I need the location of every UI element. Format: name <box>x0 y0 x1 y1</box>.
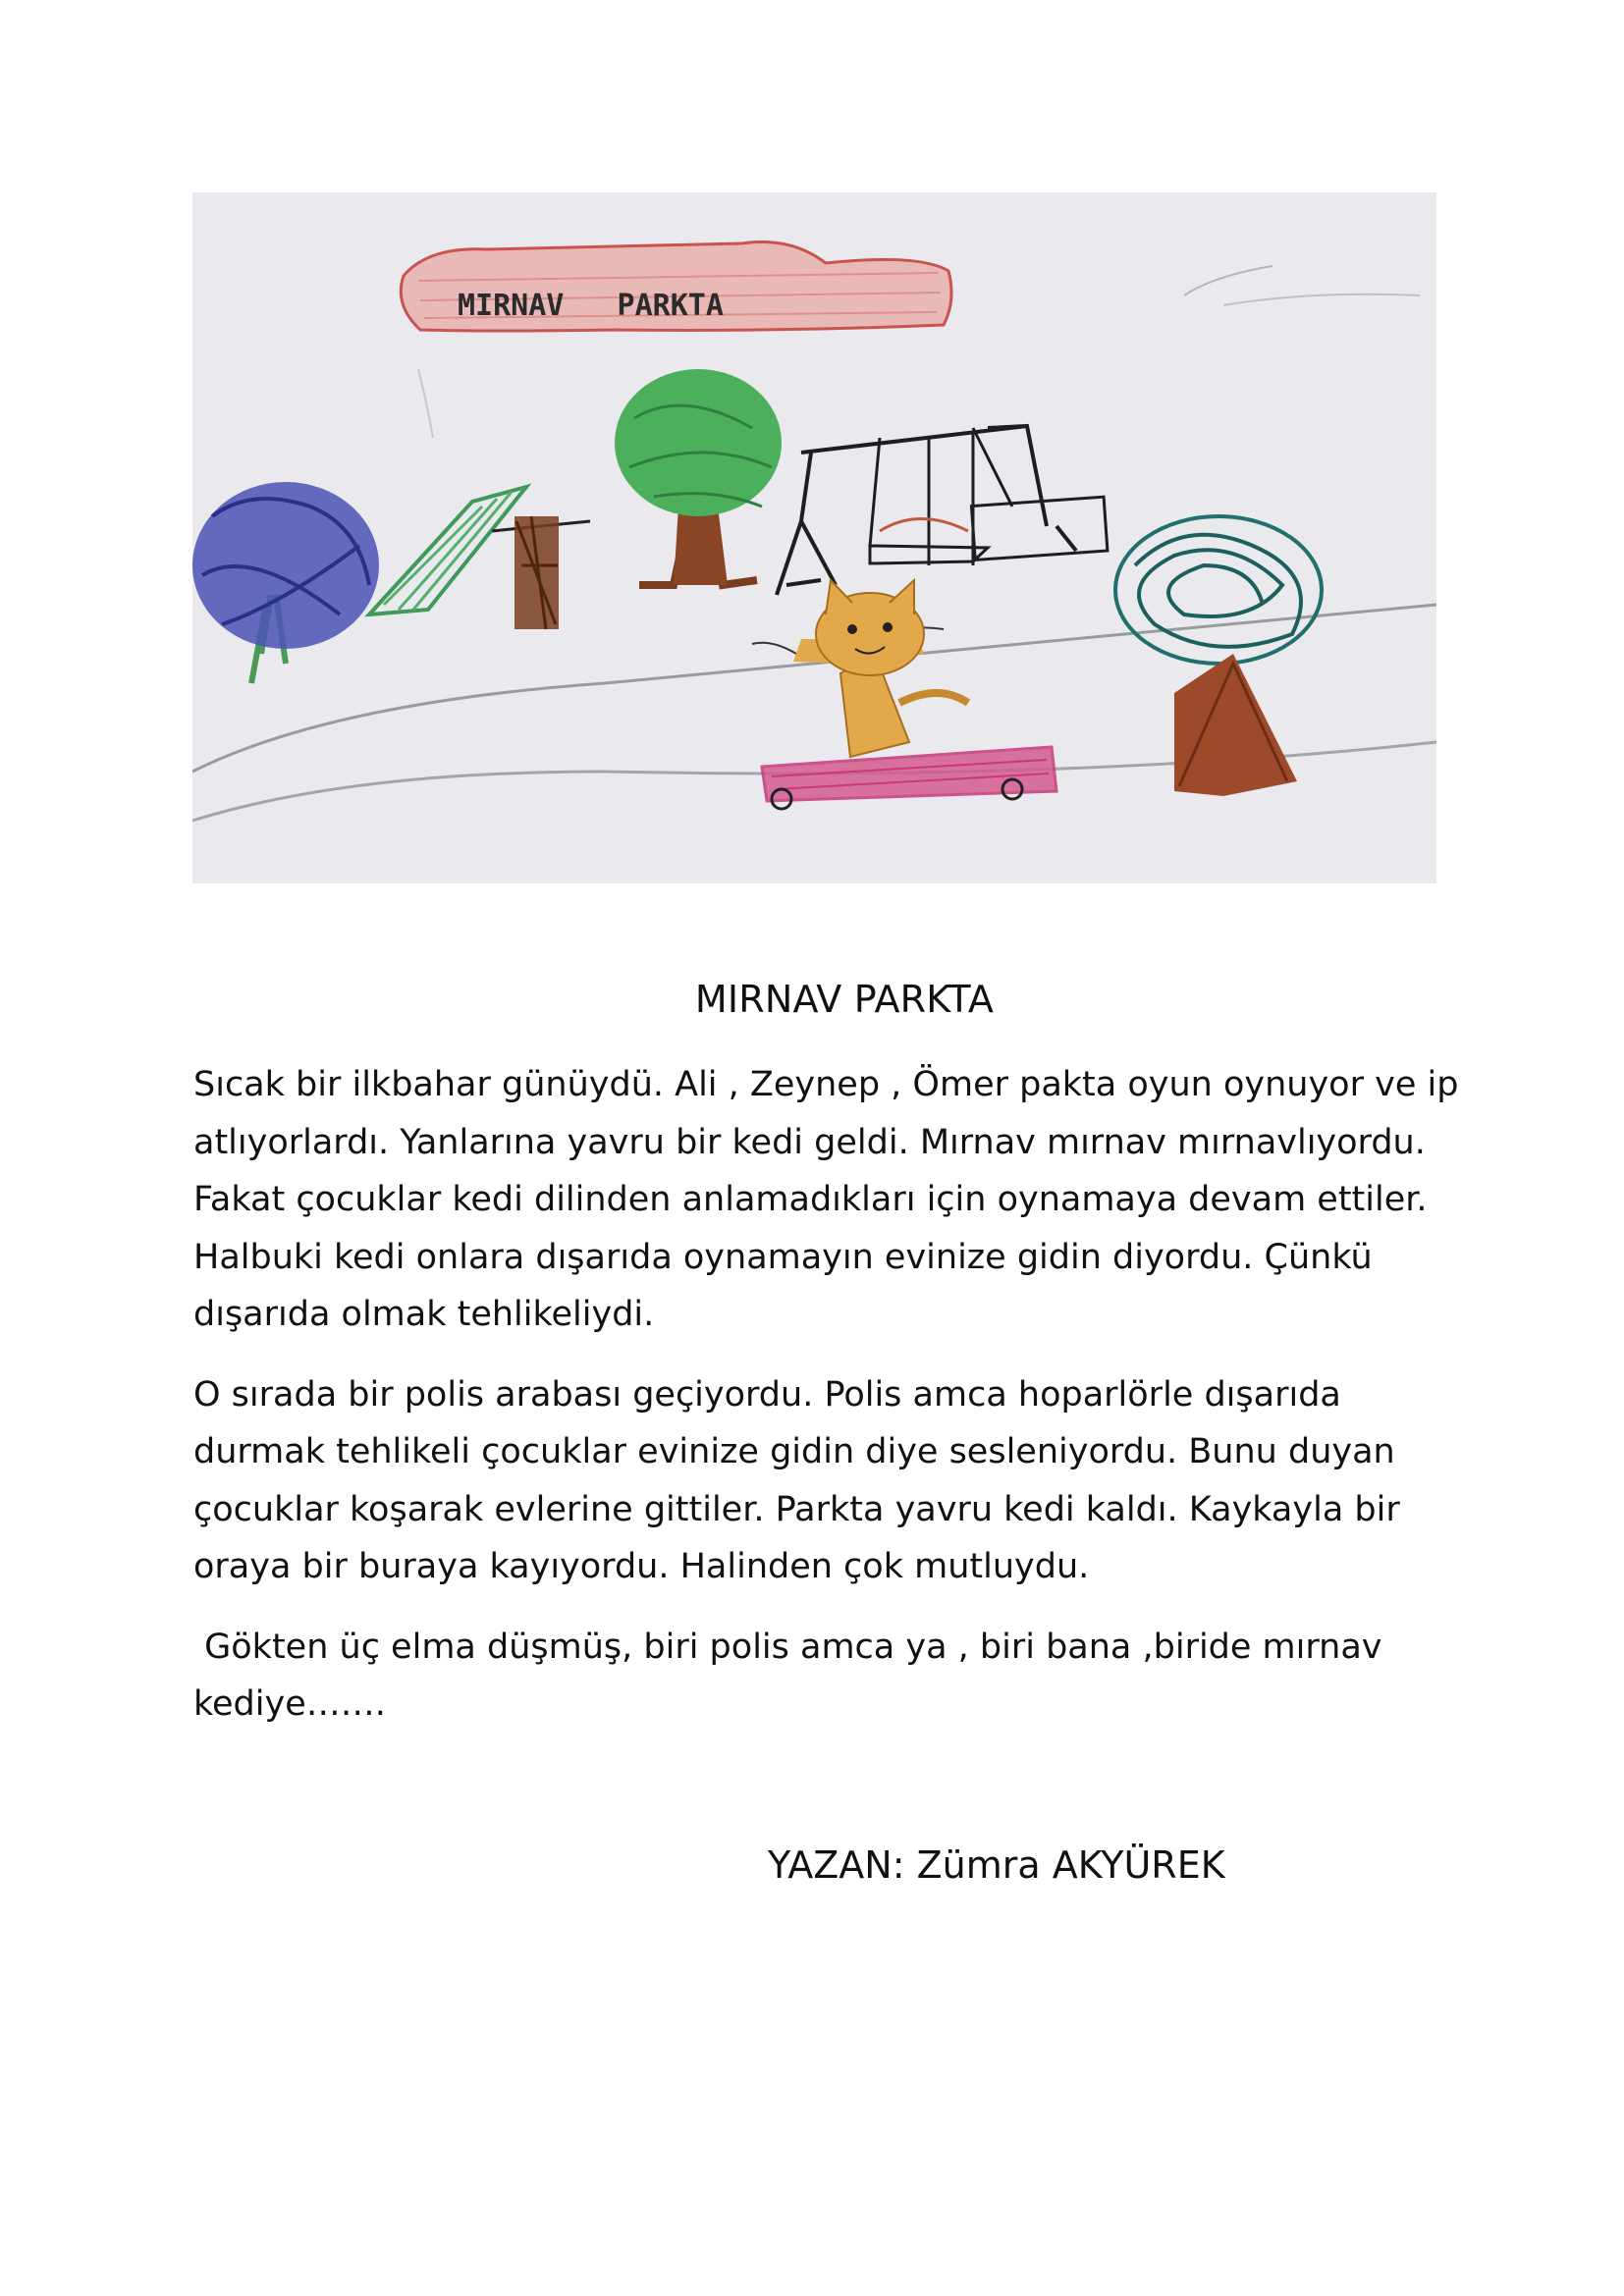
story-paragraph-3: Gökten üç elma düşmüş, biri polis amca ya , biri bana ,biride mırnav kediye……. <box>193 1627 1393 1724</box>
story-author: YAZAN: Zümra AKYÜREK <box>768 1843 1225 1887</box>
story-paragraph-1: Sıcak bir ilkbahar günüydü. Ali , Zeynep , Ömer pakta oyun oynuyor ve ip atlıyorlardı. Yanlarına yavru bir kedi geldi. Mırnav mırnav mırnavlıyordu. Fakat çocuklar kedi dilinden anlamadıkları için oynamaya devam ettiler. Halbuki kedi onlara dışarıda oynamayın evinize gidin diyordu. Çünkü dışarıda olmak tehlikeliydi. <box>193 1065 1459 1334</box>
blue-tree-crown <box>192 482 379 649</box>
story-paragraph-2: O sırada bir polis arabası geçiyordu. Polis amca hoparlörle dışarıda durmak tehlikeli çocuklar evinize gidin diye sesleniyordu. Bunu duyan çocuklar koşarak evlerine gittiler. Parkta yavru kedi kaldı. Kaykayla bir oraya bir buraya kayıyordu. Halinden çok mutluydu. <box>193 1374 1400 1586</box>
story-title: MIRNAV PARKTA <box>694 978 995 1021</box>
cat-eye-left <box>847 624 857 634</box>
story-body <box>193 1056 1460 1756</box>
cat-eye-right <box>883 622 893 632</box>
sign-text: MIRNAV PARKTA <box>458 289 724 323</box>
park-drawing-svg <box>192 192 1436 883</box>
child-drawing <box>192 192 1436 883</box>
